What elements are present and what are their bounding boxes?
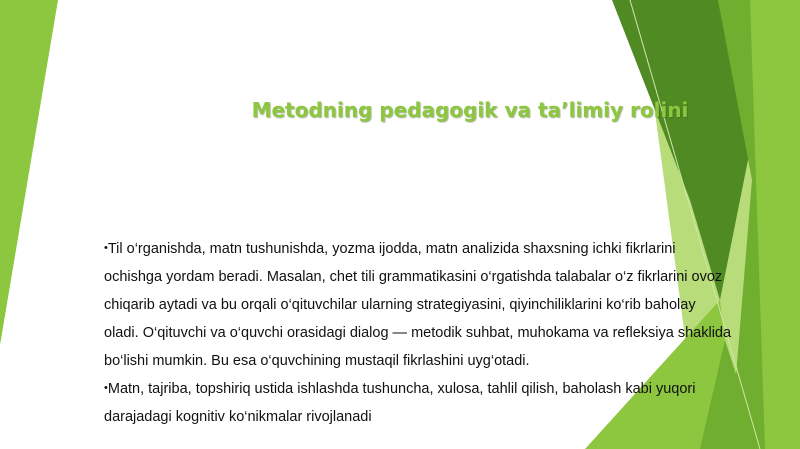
bullet-item-1 [104,235,734,375]
bullet-marker: • [104,242,108,254]
left-green-stripe [0,0,58,345]
bullet-text-1: Til o‘rganishda, matn tushunishda, yozma ijodda, matn analizida shaxsning ichki fikrlarini ochishga yordam beradi. Masalan, chet tili grammatikasini o‘rgatishda talabalar o‘z fikrlarini ovoz chiqarib aytadi va bu orqali o‘qituvchilar ularning strategiyasini, qiyinchiliklarini ko‘rib baholay oladi. O‘qituvchi va o‘quvchi orasidagi dialog — metodik suhbat, muhokama va refleksiya shaklida bo‘lishi mumkin. Bu esa o‘quvchining mustaqil fikrlashini uyg‘otadi. [104,241,732,369]
bullet-marker: • [104,382,108,394]
bullet-text-2: Matn, tajriba, topshiriq ustida ishlashda tushuncha, xulosa, tahlil qilish, baholash kabi yuqori darajadagi kognitiv ko‘nikmalar rivojlanadi [104,381,696,425]
bullet-item-2 [104,375,734,431]
slide-title: Metodning pedagogik va ta’limiy rolini [251,98,689,122]
slide-body [104,235,734,431]
